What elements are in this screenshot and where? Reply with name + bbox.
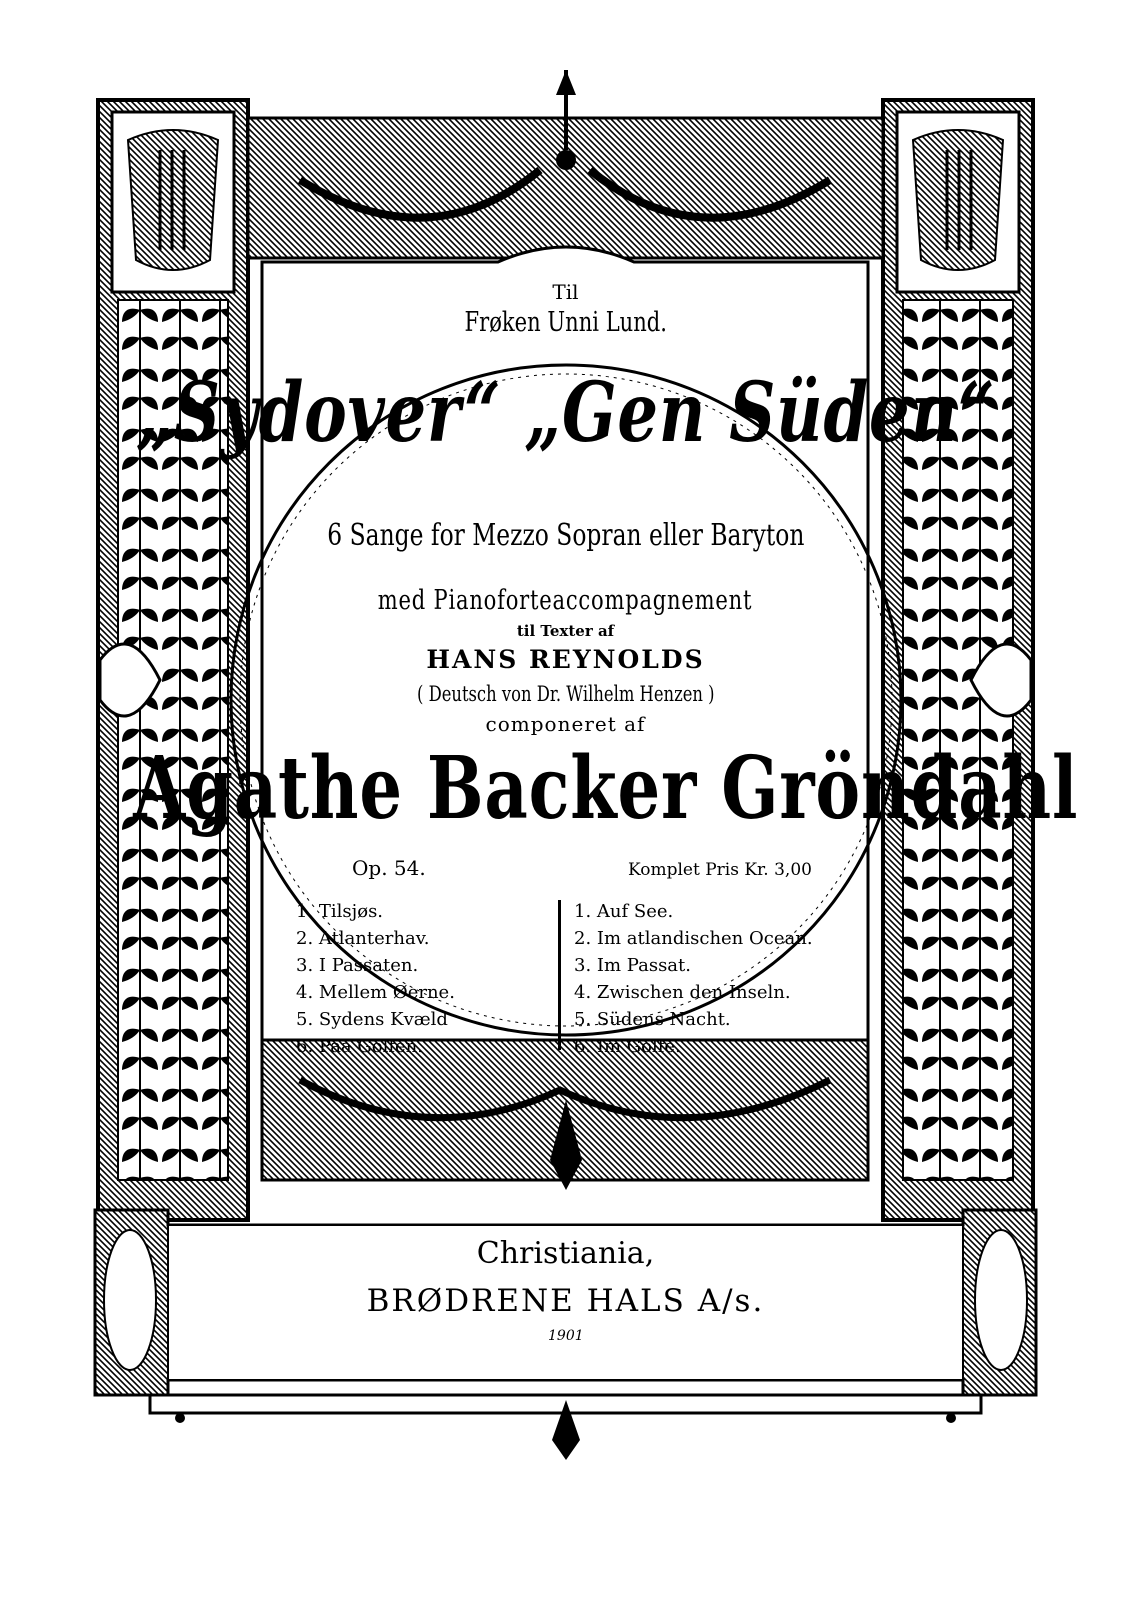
song-list-norwegian: [296, 898, 455, 1060]
list-item: 1. Auf See.: [574, 901, 674, 922]
publisher-city: Christiania,: [476, 1236, 655, 1271]
list-item: 1. Tilsjøs.: [296, 901, 384, 922]
list-divider: [558, 900, 561, 1050]
opus-number: Op. 54.: [352, 856, 426, 880]
price-label: Komplet Pris Kr. 3,00: [628, 860, 812, 880]
publication-year: 1901: [548, 1328, 584, 1344]
list-item: 2. Im atlandischen Ocean.: [574, 928, 813, 949]
dedication-to: Til: [552, 280, 579, 304]
dedication-name: Frøken Unni Lund.: [464, 307, 667, 338]
texts-by-line: til Texter af: [516, 622, 615, 640]
list-item: 6. Im Golfe.: [574, 1036, 681, 1057]
composer-name: Agathe Backer Gröndahl: [133, 738, 1079, 839]
list-item: 4. Mellem Øerne.: [296, 982, 455, 1003]
list-item: 3. I Passaten.: [296, 955, 419, 976]
list-item: 2. Atlanterhav.: [296, 928, 430, 949]
subtitle: 6 Sange for Mezzo Sopran eller Baryton: [326, 518, 805, 553]
poet-name: HANS REYNOLDS: [426, 645, 705, 674]
list-item: 5. Südens Nacht.: [574, 1009, 731, 1030]
list-item: 6. Paa Golfen.: [296, 1036, 423, 1057]
composed-by-line: componeret af: [485, 712, 646, 736]
list-item: 4. Zwischen den Inseln.: [574, 982, 791, 1003]
translator-line: ( Deutsch von Dr. Wilhelm Henzen ): [416, 682, 715, 706]
song-list-german: [574, 898, 813, 1060]
list-item: 3. Im Passat.: [574, 955, 691, 976]
publisher-name: BRØDRENE HALS A/s.: [366, 1283, 765, 1319]
accompaniment-line: med Pianoforteaccompagnement: [378, 585, 753, 616]
list-item: 5. Sydens Kvæld: [296, 1009, 448, 1030]
main-title: „Sydover“ „Gen Süden“: [135, 365, 996, 461]
